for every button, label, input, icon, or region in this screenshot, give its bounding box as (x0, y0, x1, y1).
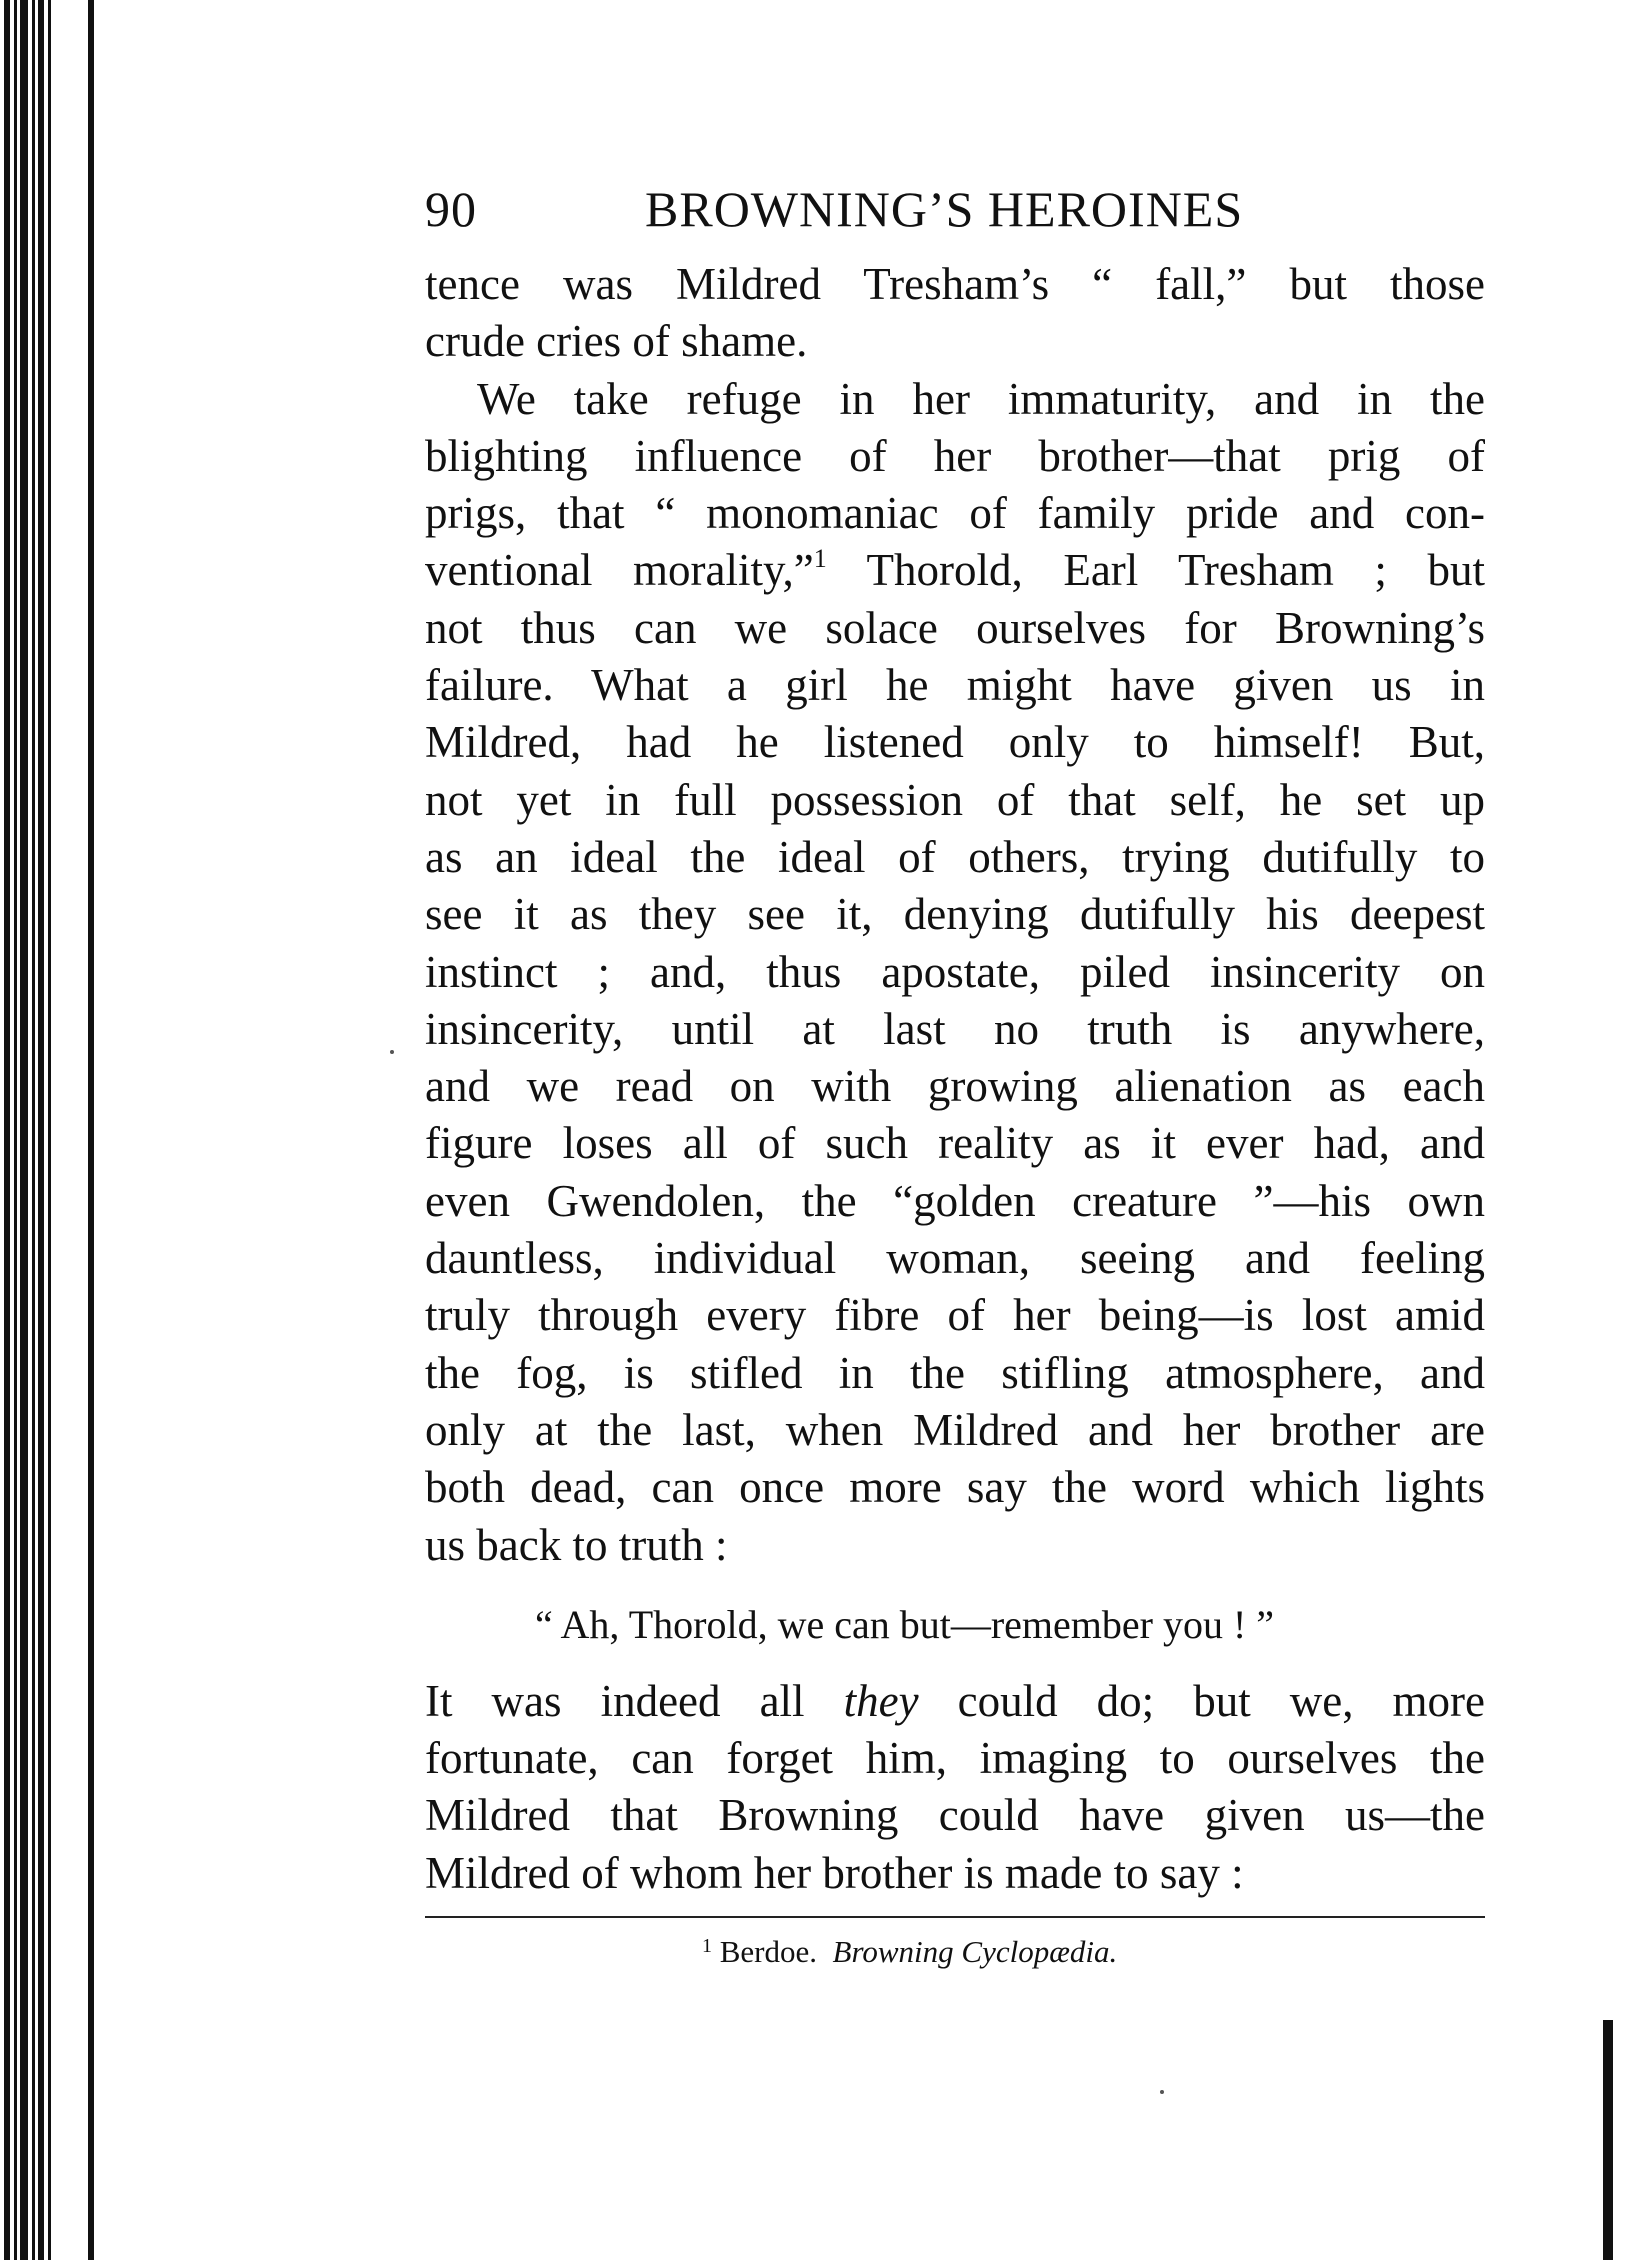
text-line: not thus can we solace ourselves for Browning’s (425, 602, 1485, 653)
footnote-author: Berdoe. (719, 1934, 818, 1970)
text-fragment: Thorold, Earl Tresham ; but (826, 545, 1486, 596)
scan-speck (390, 1050, 394, 1054)
text-line: Mildred of whom her brother is made to say : (425, 1847, 1244, 1898)
footnote-marker: 1 (702, 1935, 712, 1958)
text-line: fortunate, can forget him, imaging to ourselves the (425, 1733, 1485, 1784)
footnote-reference: 1 (813, 544, 827, 574)
block-quotation: “ Ah, Thorold, we can but—remember you ! ” (535, 1601, 1275, 1647)
running-title: BROWNING’S HEROINES (645, 181, 1244, 237)
page-edge-mark (1603, 2020, 1613, 2260)
text-line: both dead, can once more say the word which lights (425, 1462, 1485, 1513)
text-line: truly through every fibre of her being—is lost amid (425, 1290, 1485, 1341)
text-line: not yet in full possession of that self, he set up (425, 774, 1485, 825)
text-line: and we read on with growing alienation as each (425, 1061, 1485, 1112)
body-text (425, 256, 1485, 1902)
text-line: crude cries of shame. (425, 316, 808, 367)
text-line: Mildred, had he listened only to himself! But, (425, 717, 1485, 768)
text-line: insincerity, until at last no truth is anywhere, (425, 1003, 1485, 1054)
text-line: even Gwendolen, the “golden creature ”—his own (425, 1175, 1485, 1226)
running-head (425, 180, 1485, 250)
text-line-with-emphasis (425, 1673, 1485, 1730)
text-fragment: could do; but we, more (918, 1675, 1485, 1726)
text-line: only at the last, when Mildred and her brother are (425, 1404, 1485, 1455)
text-line: us back to truth : (425, 1519, 728, 1570)
footnote-rule (425, 1916, 1485, 1918)
text-line: instinct ; and, thus apostate, piled insincerity on (425, 946, 1485, 997)
text-line: tence was Mildred Tresham’s “ fall,” but those (425, 259, 1485, 309)
text-fragment: ventional morality,” (425, 545, 814, 596)
text-line: as an ideal the ideal of others, trying dutifully to (425, 831, 1485, 882)
text-line: Mildred that Browning could have given us—the (425, 1790, 1485, 1841)
text-fragment: It was indeed all (425, 1675, 844, 1726)
page-number: 90 (425, 181, 477, 237)
text-line: failure. What a girl he might have given us in (425, 660, 1485, 711)
text-line: figure loses all of such reality as it ever had, and (425, 1118, 1485, 1169)
text-line: We take refuge in her immaturity, and in the (477, 373, 1485, 424)
text-line: dauntless, individual woman, seeing and feeling (425, 1233, 1485, 1284)
footnote-work-title: Browning Cyclopædia. (832, 1934, 1118, 1970)
text-line-with-footnote-ref (425, 542, 1485, 599)
binding-edge (0, 0, 100, 2260)
text-line: blighting influence of her brother—that prig of (425, 430, 1485, 481)
scan-speck (1160, 2090, 1164, 2094)
book-page (425, 180, 1485, 1970)
emphasis: they (843, 1675, 919, 1726)
text-line: prigs, that “ monomaniac of family pride and con- (425, 488, 1485, 539)
footnote (425, 1934, 1485, 1970)
text-line: see it as they see it, denying dutifully his deepest (425, 889, 1485, 940)
text-line: the fog, is stifled in the stifling atmosphere, and (425, 1347, 1485, 1398)
